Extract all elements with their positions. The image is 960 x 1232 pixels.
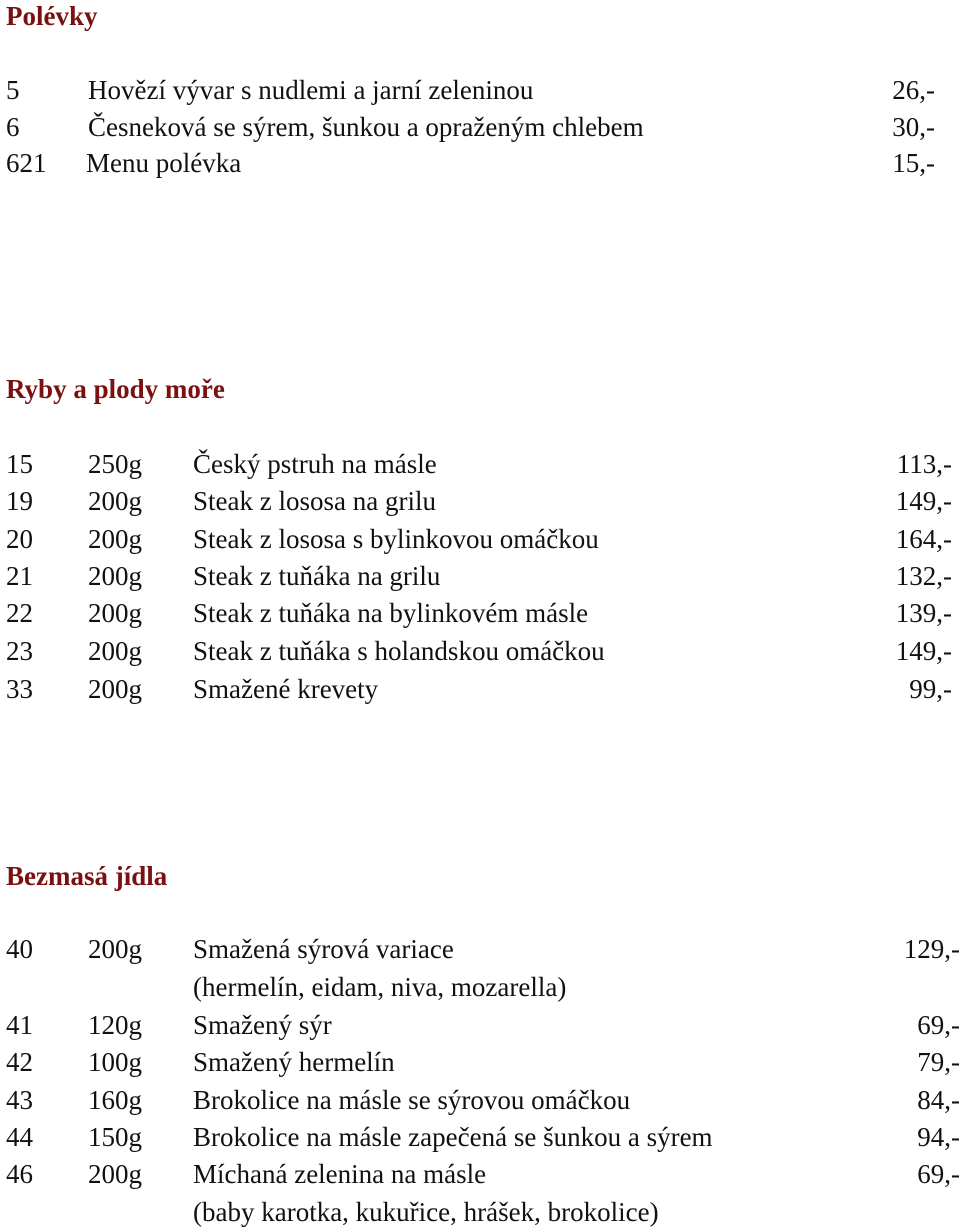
item-number: 6 — [6, 112, 20, 142]
menu-item — [0, 931, 960, 967]
item-price: 84,- — [917, 1085, 960, 1115]
item-number: 41 — [6, 1010, 33, 1040]
menu-item — [0, 1119, 960, 1155]
item-name: Brokolice na másle zapečená se šunkou a sýrem — [193, 1122, 713, 1152]
item-number: 44 — [6, 1122, 33, 1152]
item-number: 15 — [6, 449, 33, 479]
item-name: Steak z tuňáka na grilu — [193, 561, 441, 591]
item-price: 149,- — [895, 486, 952, 516]
menu-item — [0, 1082, 960, 1118]
item-name: Český pstruh na másle — [193, 449, 437, 479]
item-note-row — [0, 1194, 960, 1230]
item-name: Menu polévka — [86, 148, 242, 178]
section-title-fish: Ryby a plody moře — [6, 374, 225, 404]
item-name: Smažené krevety — [193, 674, 379, 704]
item-number: 621 — [6, 148, 47, 178]
menu-item — [0, 145, 960, 181]
item-number: 22 — [6, 598, 33, 628]
menu-item — [0, 72, 960, 108]
item-price: 132,- — [895, 561, 952, 591]
item-name: Steak z lososa na grilu — [193, 486, 436, 516]
item-weight: 160g — [88, 1085, 142, 1115]
menu-item — [0, 1156, 960, 1192]
menu-item — [0, 1044, 960, 1080]
item-weight: 120g — [88, 1010, 142, 1040]
item-price: 79,- — [917, 1047, 960, 1077]
item-weight: 200g — [88, 636, 142, 666]
menu-item — [0, 521, 960, 557]
item-number: 20 — [6, 524, 33, 554]
item-name: Česneková se sýrem, šunkou a opraženým chlebem — [88, 112, 644, 142]
menu-item — [0, 109, 960, 145]
item-price: 149,- — [895, 636, 952, 666]
item-name: Steak z tuňáka na bylinkovém másle — [193, 598, 589, 628]
item-price: 164,- — [895, 524, 952, 554]
item-weight: 200g — [88, 598, 142, 628]
section-title-meatless: Bezmasá jídla — [6, 861, 168, 891]
item-weight: 150g — [88, 1122, 142, 1152]
item-weight: 200g — [88, 561, 142, 591]
section-title-soups: Polévky — [6, 1, 98, 31]
item-name: Smažená sýrová variace — [193, 934, 454, 964]
item-note-row — [0, 969, 960, 1005]
menu-item — [0, 595, 960, 631]
item-name: Steak z tuňáka s holandskou omáčkou — [193, 636, 605, 666]
item-name: Smažený sýr — [193, 1010, 332, 1040]
item-price: 15,- — [892, 148, 935, 178]
menu-item — [0, 483, 960, 519]
item-price: 94,- — [917, 1122, 960, 1152]
item-weight: 200g — [88, 674, 142, 704]
item-weight: 200g — [88, 934, 142, 964]
item-number: 46 — [6, 1159, 33, 1189]
item-number: 23 — [6, 636, 33, 666]
item-name: Hovězí vývar s nudlemi a jarní zeleninou — [88, 75, 534, 105]
menu-item — [0, 633, 960, 669]
item-weight: 200g — [88, 486, 142, 516]
item-price: 69,- — [917, 1159, 960, 1189]
item-number: 33 — [6, 674, 33, 704]
item-weight: 250g — [88, 449, 142, 479]
item-weight: 200g — [88, 524, 142, 554]
item-weight: 200g — [88, 1159, 142, 1189]
item-note: (hermelín, eidam, niva, mozarella) — [193, 972, 567, 1002]
menu-item — [0, 671, 960, 707]
item-number: 21 — [6, 561, 33, 591]
item-weight: 100g — [88, 1047, 142, 1077]
item-name: Smažený hermelín — [193, 1047, 395, 1077]
menu-item — [0, 558, 960, 594]
item-number: 40 — [6, 934, 33, 964]
item-note: (baby karotka, kukuřice, hrášek, brokolice) — [193, 1197, 659, 1227]
item-number: 43 — [6, 1085, 33, 1115]
item-name: Míchaná zelenina na másle — [193, 1159, 487, 1189]
menu-item — [0, 446, 960, 482]
item-price: 99,- — [909, 674, 952, 704]
item-price: 26,- — [892, 75, 935, 105]
menu-item — [0, 1007, 960, 1043]
item-number: 19 — [6, 486, 33, 516]
item-name: Brokolice na másle se sýrovou omáčkou — [193, 1085, 631, 1115]
item-price: 30,- — [892, 112, 935, 142]
item-price: 139,- — [895, 598, 952, 628]
item-price: 129,- — [903, 934, 960, 964]
item-price: 69,- — [917, 1010, 960, 1040]
item-price: 113,- — [896, 449, 952, 479]
item-number: 5 — [6, 75, 20, 105]
item-name: Steak z lososa s bylinkovou omáčkou — [193, 524, 599, 554]
item-number: 42 — [6, 1047, 33, 1077]
